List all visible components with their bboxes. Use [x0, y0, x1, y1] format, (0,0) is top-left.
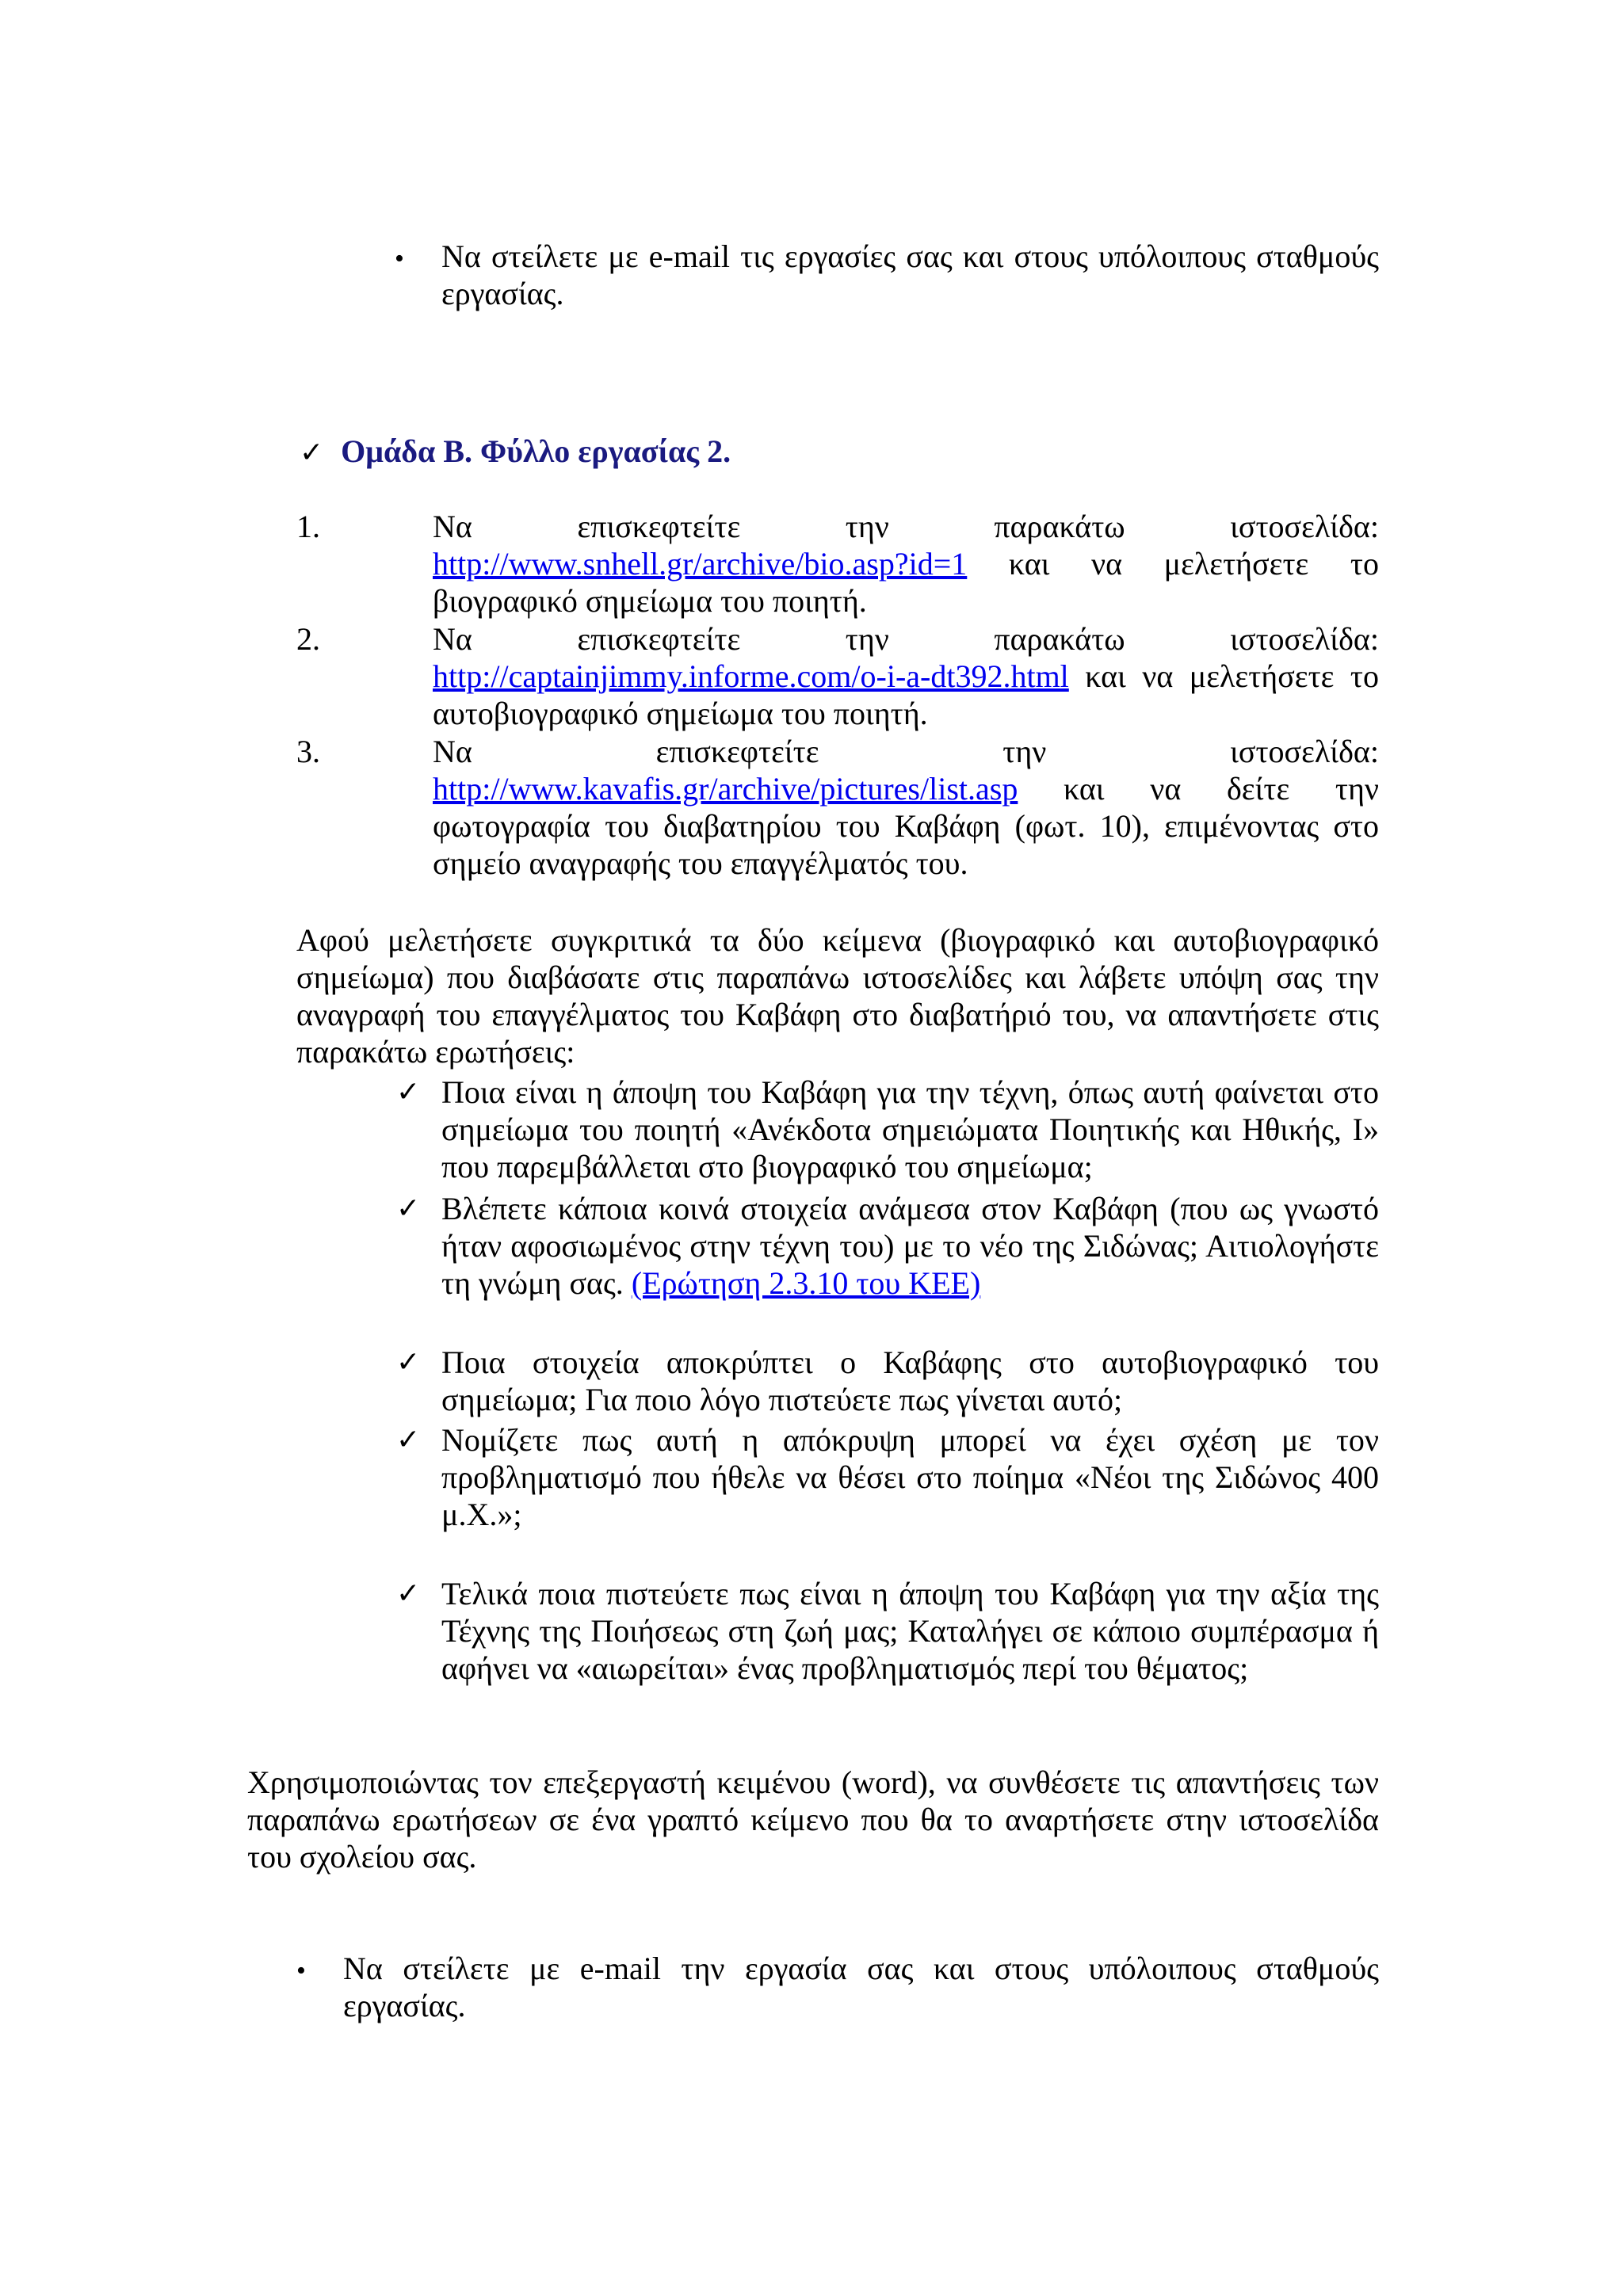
- question-text: Βλέπετε κάποια κοινά στοιχεία ανάμεσα στον Καβάφη (που ως γνωστό ήταν αφοσιωμένος στην τέχνη του) με το νέο της Σιδώνας; Αιτιολογήστε τη γνώμη σας.: [441, 1191, 1379, 1301]
- item-text: Να επισκεφτείτε την ιστοσελίδα:: [433, 734, 1379, 769]
- kee-question-link[interactable]: (Ερώτηση 2.3.10 του ΚΕΕ): [631, 1265, 981, 1301]
- question-1: Ποια είναι η άποψη του Καβάφη για την τέχνη, όπως αυτή φαίνεται στο σημείωμα του ποιητή «Ανέκδοτα σημειώματα Ποιητικής και Ηθικής, Ι» που παρεμβάλλεται στο βιογραφικό του σημείωμα;: [441, 1074, 1379, 1184]
- question-4: Νομίζετε πως αυτή η απόκρυψη μπορεί να έχει σχέση με τον προβληματισμό που ήθελε να θέσει στο ποίημα «Νέοι της Σιδώνος 400 μ.Χ.»;: [441, 1422, 1379, 1532]
- item-number: 2.: [296, 621, 320, 657]
- checkmark-icon: ✓: [396, 1192, 421, 1225]
- item-text: και να δείτε την φωτογραφία του διαβατηρίου του Καβάφη (φωτ. 10), επιμένοντας στο σημείο αναγραφής του επαγγέλματός του.: [433, 771, 1379, 881]
- item-number: 3.: [296, 734, 320, 769]
- checkmark-icon: ✓: [396, 1424, 421, 1456]
- top-bullet-text: Να στείλετε με e-mail τις εργασίες σας και στους υπόλοιπους σταθμούς εργασίας.: [441, 238, 1379, 311]
- question-2: [441, 1190, 1379, 1302]
- bio-link[interactable]: http://www.snhell.gr/archive/bio.asp?id=1: [433, 546, 968, 582]
- numbered-item-1: [433, 508, 1379, 620]
- numbered-item-3: [433, 733, 1379, 882]
- numbered-item-2: [433, 620, 1379, 732]
- checkmark-icon: ✓: [396, 1346, 421, 1379]
- question-5: Τελικά ποια πιστεύετε πως είναι η άποψη του Καβάφη για την αξία της Τέχνης της Ποιήσεως στη ζωή μας; Καταλήγει σε κάποιο συμπέρασμα ή αφήνει να «αιωρείται» ένας προβληματισμός περί του θέματος;: [441, 1576, 1379, 1686]
- checkmark-icon: ✓: [396, 1577, 421, 1610]
- group-heading-text: Ομάδα Β. Φύλλο εργασίας 2.: [341, 433, 731, 469]
- item-number: 1.: [296, 509, 320, 544]
- bullet-dot: •: [395, 244, 404, 273]
- bullet-dot: •: [296, 1956, 306, 1985]
- item-text: Να επισκεφτείτε την παρακάτω ιστοσελίδα:: [433, 621, 1379, 657]
- autobio-link[interactable]: http://captainjimmy.informe.com/o-i-a-dt392.html: [433, 658, 1069, 694]
- item-text: και να μελετήσετε το αυτοβιογραφικό σημείωμα του ποιητή.: [433, 658, 1379, 731]
- bottom-bullet-text: Να στείλετε με e-mail την εργασία σας και στους υπόλοιπους σταθμούς εργασίας.: [343, 1951, 1379, 2023]
- group-heading: [300, 433, 731, 471]
- word-paragraph: Χρησιμοποιώντας τον επεξεργαστή κειμένου (word), να συνθέσετε τις απαντήσεις των παραπάνω ερωτήσεων σε ένα γραπτό κείμενο που θα το αναρτήσετε στην ιστοσελίδα του σχολείου σας.: [247, 1764, 1379, 1875]
- intro-paragraph: Αφού μελετήσετε συγκριτικά τα δύο κείμενα (βιογραφικό και αυτοβιογραφικό σημείωμα) που διαβάσατε στις παραπάνω ιστοσελίδες και λάβετε υπόψη σας την αναγραφή του επαγγέλματος του Καβάφη στο διαβατήριό του, να απαντήσετε στις παρακάτω ερωτήσεις:: [296, 922, 1379, 1070]
- item-text: Να επισκεφτείτε την παρακάτω ιστοσελίδα:: [433, 509, 1379, 544]
- checkmark-icon: ✓: [396, 1076, 421, 1108]
- question-3: Ποια στοιχεία αποκρύπτει ο Καβάφης στο αυτοβιογραφικό του σημείωμα; Για ποιο λόγο πιστεύετε πως γίνεται αυτό;: [441, 1344, 1379, 1417]
- item-text: και να μελετήσετε το βιογραφικό σημείωμα του ποιητή.: [433, 546, 1379, 619]
- pictures-link[interactable]: http://www.kavafis.gr/archive/pictures/list.asp: [433, 771, 1018, 807]
- checkmark-icon: ✓: [300, 437, 324, 469]
